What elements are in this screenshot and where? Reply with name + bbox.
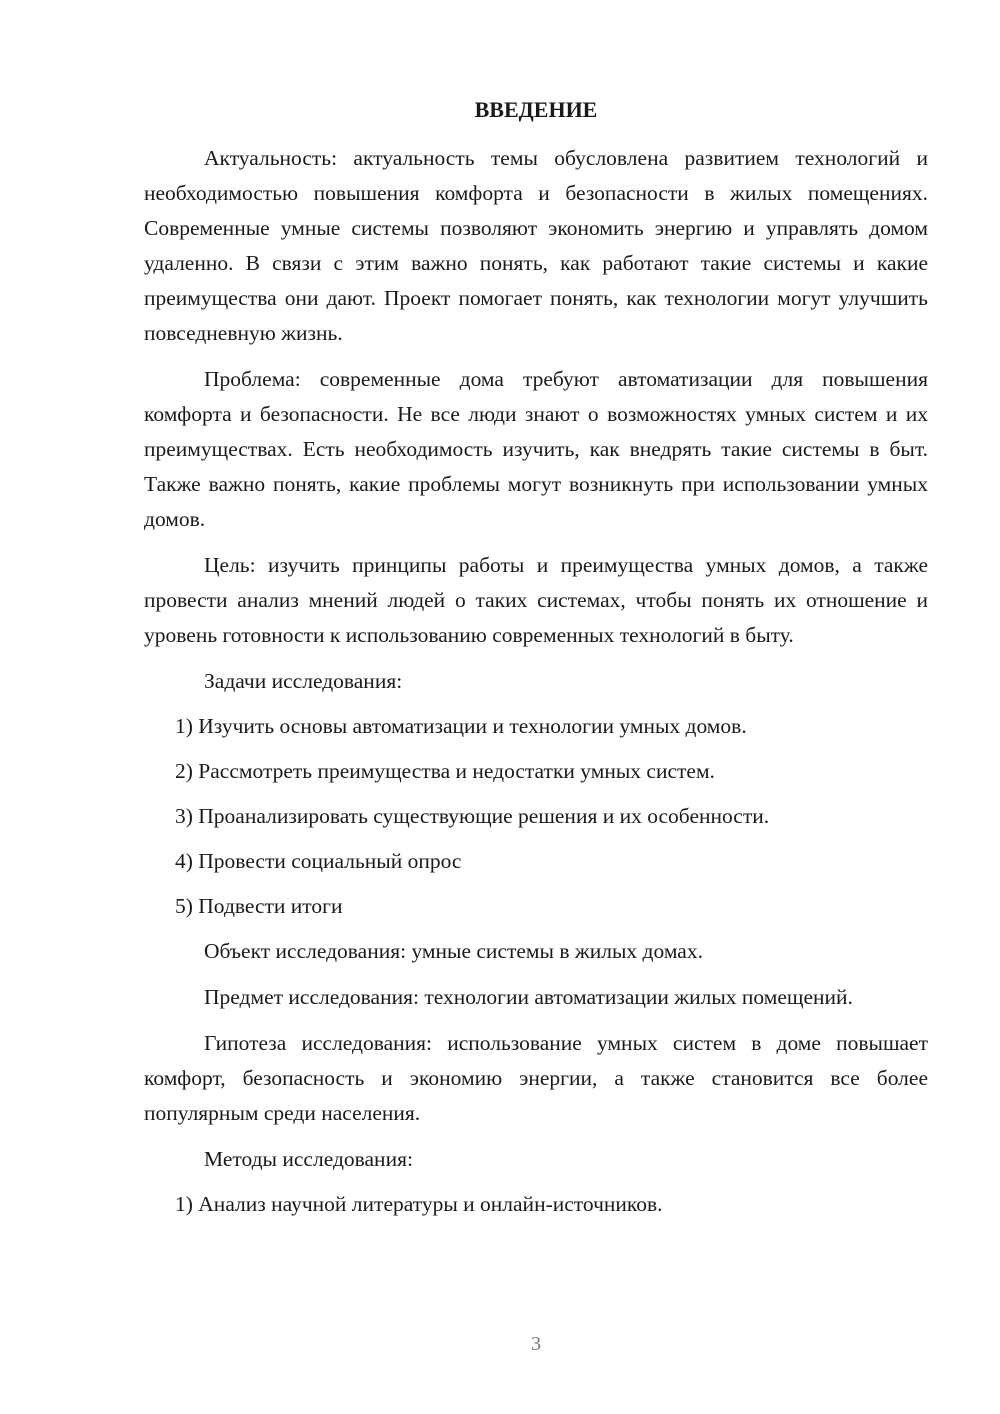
list-item: 2) Рассмотреть преимущества и недостатки умных систем.	[175, 759, 715, 783]
paragraph-relevance: Актуальность: актуальность темы обусловлена развитием технологий и необходимостью повышения комфорта и безопасности в жилых помещениях. Современные умные системы позволяют экономить энергию и управлять домом удаленно. В связи с этим важно понять, как работают такие системы и какие преимущества они дают. Проект помогает понять, как технологии могут улучшить повседневную жизнь.	[144, 146, 928, 345]
list-item: 1) Изучить основы автоматизации и технологии умных домов.	[175, 714, 747, 738]
section-heading: ВВЕДЕНИЕ	[474, 97, 598, 122]
list-item: 1) Анализ научной литературы и онлайн-источников.	[175, 1192, 663, 1216]
paragraph-object: Объект исследования: умные системы в жилых домах.	[204, 939, 703, 963]
paragraph-subject: Предмет исследования: технологии автоматизации жилых помещений.	[204, 985, 853, 1009]
list-item: 3) Проанализировать существующие решения и их особенности.	[175, 804, 770, 828]
list-item: 5) Подвести итоги	[175, 894, 343, 918]
page-number: 3	[531, 1333, 541, 1355]
paragraph-problem: Проблема: современные дома требуют автоматизации для повышения комфорта и безопасности. Не все люди знают о возможностях умных систем и их преимуществах. Есть необходимость изучить, как внедрять такие системы в быт. Также важно понять, какие проблемы могут возникнуть при использовании умных домов.	[144, 367, 928, 531]
paragraph-goal: Цель: изучить принципы работы и преимущества умных домов, а также провести анализ мнений людей о таких системах, чтобы понять их отношение и уровень готовности к использованию современных технологий в быту.	[144, 553, 928, 647]
methods-title: Методы исследования:	[204, 1147, 413, 1171]
paragraph-hypothesis: Гипотеза исследования: использование умных систем в доме повышает комфорт, безопасность и экономию энергии, а также становится все более популярным среди населения.	[144, 1031, 928, 1125]
list-item: 4) Провести социальный опрос	[175, 849, 462, 873]
page-content	[144, 92, 928, 1232]
tasks-title: Задачи исследования:	[204, 669, 403, 693]
